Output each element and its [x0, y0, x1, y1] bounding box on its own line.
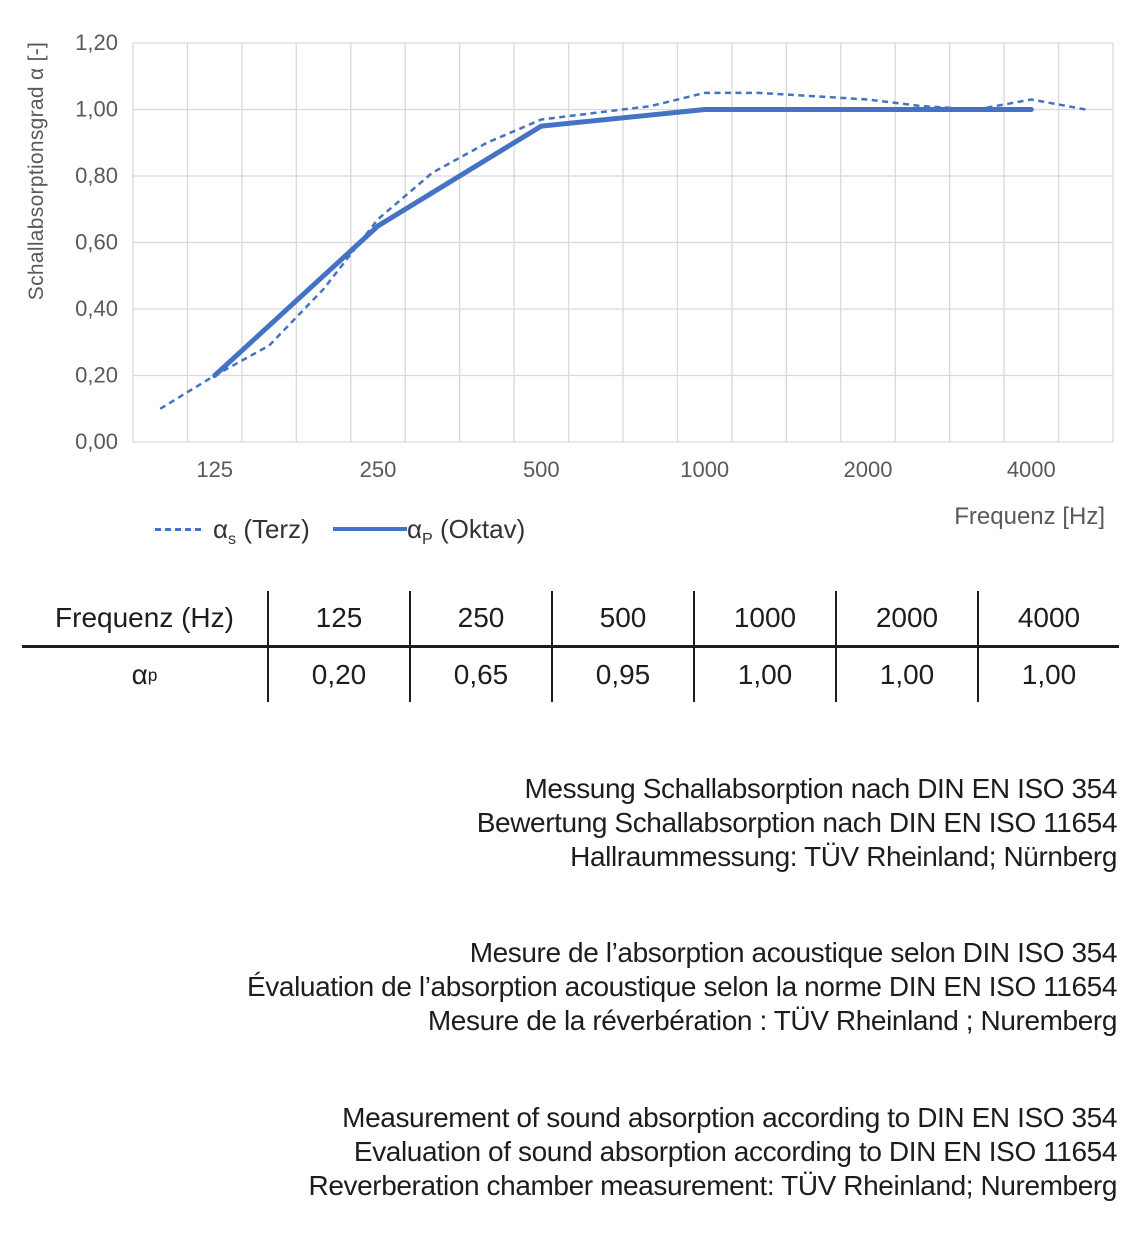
- note-line: Measurement of sound absorption according to DIN EN ISO 354: [342, 1102, 1117, 1133]
- gridlines: [133, 43, 1113, 442]
- table-header-cell: 4000: [977, 591, 1119, 648]
- x-tick-label: 4000: [1006, 457, 1056, 482]
- note-line: Évaluation de l’absorption acoustique selon la norme DIN EN ISO 11654: [247, 971, 1117, 1002]
- table-value-cell: 0,95: [551, 648, 693, 702]
- y-axis-title: Schallabsorptionsgrad α [-]: [25, 41, 48, 301]
- y-tick-label: 0,00: [75, 429, 118, 454]
- legend-item-alpha-p: [333, 512, 525, 546]
- y-tick-label: 0,40: [75, 296, 118, 321]
- note-line: Mesure de la réverbération : TÜV Rheinland ; Nuremberg: [427, 1005, 1117, 1036]
- x-axis-tick-labels: [196, 457, 1055, 482]
- table-header-cell: 500: [551, 591, 693, 648]
- note-line: Evaluation of sound absorption according to DIN EN ISO 11654: [353, 1136, 1117, 1167]
- x-tick-label: 125: [196, 457, 234, 482]
- y-tick-label: 1,20: [75, 30, 118, 55]
- note-line: Reverberation chamber measurement: TÜV Rheinland; Nuremberg: [308, 1170, 1117, 1201]
- x-tick-label: 250: [359, 457, 397, 482]
- note-line: Bewertung Schallabsorption nach DIN EN ISO 11654: [476, 807, 1117, 838]
- table-row-label: α p: [131, 659, 158, 690]
- y-tick-label: 0,20: [75, 362, 118, 388]
- table-header-cell: 250: [409, 591, 551, 648]
- table-value-cell: 1,00: [977, 648, 1119, 702]
- table-value-cell: 0,20: [267, 648, 409, 702]
- table-header-cell: 125: [267, 591, 409, 648]
- x-tick-label: 500: [522, 457, 560, 482]
- notes-french: [0, 936, 1117, 1038]
- absorption-table: [22, 591, 1119, 702]
- x-axis-title: Frequenz [Hz]: [954, 503, 1105, 530]
- note-line: Mesure de l’absorption acoustique selon DIN ISO 354: [469, 937, 1117, 968]
- legend-item-alpha-s: [155, 512, 310, 546]
- note-line: Messung Schallabsorption nach DIN EN ISO 354: [524, 773, 1117, 804]
- table-value-cell: 1,00: [835, 648, 977, 702]
- table-value-cell: 0,65: [409, 648, 551, 702]
- table-value-cell: 1,00: [693, 648, 835, 702]
- note-line: Hallraummessung: TÜV Rheinland; Nürnberg: [570, 841, 1117, 872]
- legend-label-alpha-p: $\alpha_P$ (Oktav): [407, 513, 526, 548]
- y-tick-label: 0,80: [75, 163, 118, 188]
- x-tick-label: 1000: [680, 457, 730, 482]
- notes-english: [0, 1101, 1117, 1203]
- legend-label-alpha-s: $\alpha_s$ (Terz): [213, 513, 310, 548]
- notes-german: [0, 772, 1117, 874]
- table-header-cell: 2000: [835, 591, 977, 648]
- x-tick-label: 2000: [843, 457, 893, 482]
- dashed-line-sample: [155, 528, 203, 531]
- solid-line-sample: [333, 527, 407, 531]
- table-header-cell: Frequenz (Hz): [22, 591, 267, 648]
- table-header-cell: 1000: [693, 591, 835, 648]
- absorption-chart: [0, 0, 1135, 560]
- y-tick-label: 0,60: [75, 229, 118, 255]
- y-axis-tick-labels: [75, 30, 118, 454]
- y-tick-label: 1,00: [75, 96, 118, 122]
